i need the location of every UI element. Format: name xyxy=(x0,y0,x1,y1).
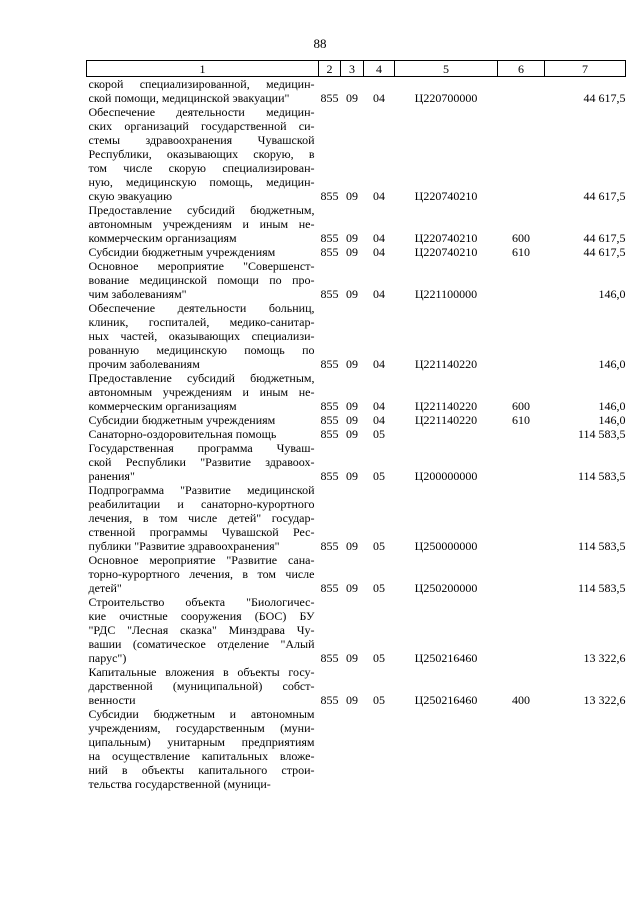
row-target-code: Ц250200000 xyxy=(414,581,478,595)
row-name-line: парус") xyxy=(88,651,127,665)
row-code: 855 xyxy=(320,539,339,553)
row-name-line: детей" xyxy=(88,581,122,595)
row-amount: 146,0 xyxy=(598,413,626,427)
row-section: 09 xyxy=(346,245,358,259)
table-header-row xyxy=(87,61,626,77)
row-name-line: реабилитации и санаторно-курортного xyxy=(88,497,315,511)
table-row xyxy=(87,427,626,441)
row-section: 09 xyxy=(346,539,358,553)
row-name-line: чим заболеваниям" xyxy=(88,287,187,301)
row-code: 855 xyxy=(320,245,339,259)
column-header-amount: 7 xyxy=(545,61,626,77)
row-section: 09 xyxy=(346,693,358,707)
table-row xyxy=(87,77,626,106)
row-name-line: ской Республики "Развитие здравоох- xyxy=(88,455,315,469)
row-amount: 44 617,5 xyxy=(583,231,626,245)
row-subsection xyxy=(364,707,395,791)
row-name-line: Республики, оказывающих скорую, в xyxy=(88,147,315,161)
row-name-line: Обеспечение деятельности больниц, xyxy=(88,301,315,315)
row-name-line: на осуществление капитальных вложе- xyxy=(88,749,315,763)
row-amount: 44 617,5 xyxy=(583,245,626,259)
row-name-line: скорой специализированной, медицин- xyxy=(88,77,315,91)
column-header-kind: 6 xyxy=(498,61,545,77)
row-subsection: 05 xyxy=(373,427,385,441)
row-name-line: Государственная программа Чуваш- xyxy=(88,441,315,455)
table-row xyxy=(87,595,626,665)
row-subsection: 05 xyxy=(373,539,385,553)
column-header-subsection: 4 xyxy=(364,61,395,77)
table-row xyxy=(87,413,626,427)
row-name-line: Предоставление субсидий бюджетным, xyxy=(88,203,315,217)
row-subsection: 05 xyxy=(373,469,385,483)
row-name-line: Капитальные вложения в объекты госу- xyxy=(88,665,315,679)
row-expense-kind xyxy=(498,441,545,483)
row-expense-kind: 600 xyxy=(512,231,530,245)
row-target-code: Ц221140220 xyxy=(414,399,478,413)
row-name xyxy=(87,483,319,553)
row-amount: 146,0 xyxy=(598,357,626,371)
row-name-line: Подпрограмма "Развитие медицинской xyxy=(88,483,315,497)
row-code: 855 xyxy=(320,91,339,105)
row-section: 09 xyxy=(346,231,358,245)
row-name xyxy=(87,259,319,301)
row-section: 09 xyxy=(346,91,358,105)
row-amount xyxy=(545,707,626,791)
row-name-line: Обеспечение деятельности медицин- xyxy=(88,105,315,119)
row-expense-kind: 610 xyxy=(512,413,530,427)
row-section: 09 xyxy=(346,357,358,371)
row-target-code xyxy=(395,707,498,791)
row-name-line: автономным учреждениям и иным не- xyxy=(88,385,315,399)
column-header-code: 2 xyxy=(319,61,341,77)
row-expense-kind xyxy=(498,259,545,301)
row-target-code: Ц220740210 xyxy=(414,189,478,203)
table-body xyxy=(87,77,626,792)
row-expense-kind: 400 xyxy=(512,693,530,707)
row-name xyxy=(87,553,319,595)
table-row xyxy=(87,483,626,553)
row-expense-kind xyxy=(498,595,545,665)
row-name-line: том числе скорую специализирован- xyxy=(88,161,315,175)
row-name-line: скую эвакуацию xyxy=(88,189,173,203)
table-row xyxy=(87,301,626,371)
row-expense-kind xyxy=(498,707,545,791)
table-row xyxy=(87,707,626,791)
row-name-line: ранения" xyxy=(88,469,135,483)
table-row xyxy=(87,105,626,203)
budget-table xyxy=(86,60,626,791)
row-name-line: тельства государственной (муници- xyxy=(88,777,271,791)
row-section: 09 xyxy=(346,427,358,441)
row-code xyxy=(319,707,341,791)
row-name-line: кие очистные сооружения (БОС) БУ xyxy=(88,609,315,623)
row-name-line: дарственной (муниципальной) собст- xyxy=(88,679,315,693)
row-target-code: Ц250000000 xyxy=(414,539,478,553)
row-subsection: 05 xyxy=(373,651,385,665)
row-name-line: Строительство объекта "Биологичес- xyxy=(88,595,315,609)
row-section: 09 xyxy=(346,651,358,665)
row-code: 855 xyxy=(320,469,339,483)
row-amount: 114 583,5 xyxy=(577,539,626,553)
row-name-line: публики "Развитие здравоохранения" xyxy=(88,539,280,553)
row-section: 09 xyxy=(346,581,358,595)
row-code: 855 xyxy=(320,231,339,245)
row-target-code: Ц250216460 xyxy=(414,693,478,707)
row-name-line: рованную медицинскую помощь по xyxy=(88,343,315,357)
row-subsection: 04 xyxy=(373,91,385,105)
column-header-name: 1 xyxy=(87,61,319,77)
row-amount: 146,0 xyxy=(598,287,626,301)
row-name xyxy=(87,245,319,259)
row-name-line: вование медицинской помощи по про- xyxy=(88,273,315,287)
row-code: 855 xyxy=(320,357,339,371)
row-name xyxy=(87,203,319,245)
row-name-line: Субсидии бюджетным учреждениям xyxy=(88,245,276,259)
row-name-line: ципальным) унитарным предприятиям xyxy=(88,735,315,749)
row-name-line: коммерческим организациям xyxy=(88,231,237,245)
row-name-line: ную, медицинскую помощь, медицин- xyxy=(88,175,315,189)
row-expense-kind xyxy=(498,77,545,106)
row-section xyxy=(341,707,364,791)
row-name-line: Основное мероприятие "Развитие сана- xyxy=(88,553,315,567)
column-header-section: 3 xyxy=(341,61,364,77)
row-name xyxy=(87,441,319,483)
row-amount: 114 583,5 xyxy=(577,427,626,441)
row-name xyxy=(87,371,319,413)
row-name-line: стемы здравоохранения Чувашской xyxy=(88,133,315,147)
table-row xyxy=(87,665,626,707)
table-row xyxy=(87,371,626,413)
row-expense-kind: 600 xyxy=(512,399,530,413)
table-row xyxy=(87,259,626,301)
row-amount: 44 617,5 xyxy=(583,189,626,203)
table-row xyxy=(87,245,626,259)
row-name-line: Санаторно-оздоровительная помощь xyxy=(88,427,277,441)
row-target-code: Ц250216460 xyxy=(414,651,478,665)
row-name xyxy=(87,707,319,791)
row-name xyxy=(87,105,319,203)
row-code: 855 xyxy=(320,651,339,665)
row-subsection: 04 xyxy=(373,413,385,427)
row-subsection: 05 xyxy=(373,693,385,707)
table-row xyxy=(87,553,626,595)
row-name-line: ских организаций государственной си- xyxy=(88,119,315,133)
row-name-line: вашии (соматическое отделение "Алый xyxy=(88,637,315,651)
row-subsection: 04 xyxy=(373,399,385,413)
page-number: 88 xyxy=(313,36,327,51)
row-code: 855 xyxy=(320,413,339,427)
row-name-line: Предоставление субсидий бюджетным, xyxy=(88,371,315,385)
row-name-line: Субсидии бюджетным и автономным xyxy=(88,707,315,721)
row-name-line: ской помощи, медицинской эвакуации" xyxy=(88,91,290,105)
row-name-line: Субсидии бюджетным учреждениям xyxy=(88,413,276,427)
row-name xyxy=(87,413,319,427)
row-name-line: учреждениям, государственным (муни- xyxy=(88,721,315,735)
row-target-code: Ц221140220 xyxy=(414,413,478,427)
row-amount: 13 322,6 xyxy=(583,651,626,665)
row-target-code xyxy=(395,427,498,441)
row-name xyxy=(87,77,319,106)
row-target-code: Ц220700000 xyxy=(414,91,478,105)
row-code: 855 xyxy=(320,427,339,441)
row-expense-kind xyxy=(498,105,545,203)
row-section: 09 xyxy=(346,413,358,427)
row-code: 855 xyxy=(320,189,339,203)
row-name xyxy=(87,301,319,371)
row-target-code: Ц220740210 xyxy=(414,231,478,245)
row-name xyxy=(87,595,319,665)
row-name-line: ственной программы Чувашской Рес- xyxy=(88,525,315,539)
row-name xyxy=(87,427,319,441)
row-name-line: коммерческим организациям xyxy=(88,399,237,413)
row-name-line: венности xyxy=(88,693,136,707)
row-amount: 146,0 xyxy=(598,399,626,413)
row-name-line: автономным учреждениям и иным не- xyxy=(88,217,315,231)
row-subsection: 04 xyxy=(373,287,385,301)
row-section: 09 xyxy=(346,189,358,203)
row-expense-kind xyxy=(498,301,545,371)
row-code: 855 xyxy=(320,581,339,595)
row-target-code: Ц200000000 xyxy=(414,469,478,483)
row-expense-kind xyxy=(498,427,545,441)
row-name-line: торно-курортного лечения, в том числе xyxy=(88,567,315,581)
row-section: 09 xyxy=(346,399,358,413)
row-amount: 13 322,6 xyxy=(583,693,626,707)
table-row xyxy=(87,203,626,245)
row-code: 855 xyxy=(320,287,339,301)
row-target-code: Ц221140220 xyxy=(414,357,478,371)
row-name-line: ний в объекты капитального строи- xyxy=(88,763,315,777)
row-expense-kind xyxy=(498,483,545,553)
row-amount: 114 583,5 xyxy=(577,469,626,483)
row-amount: 114 583,5 xyxy=(577,581,626,595)
row-name-line: Основное мероприятие "Совершенст- xyxy=(88,259,315,273)
row-code: 855 xyxy=(320,693,339,707)
row-target-code: Ц220740210 xyxy=(414,245,478,259)
row-expense-kind: 610 xyxy=(512,245,530,259)
row-subsection: 04 xyxy=(373,189,385,203)
row-amount: 44 617,5 xyxy=(583,91,626,105)
row-name-line: прочим заболеваниям xyxy=(88,357,200,371)
row-subsection: 04 xyxy=(373,245,385,259)
column-header-target: 5 xyxy=(395,61,498,77)
row-name-line: ных частей, оказывающих специализи- xyxy=(88,329,315,343)
row-name-line: "РДС "Лесная сказка" Минздрава Чу- xyxy=(88,623,315,637)
row-expense-kind xyxy=(498,553,545,595)
table-row xyxy=(87,441,626,483)
row-name-line: лечения, в том числе детей" государ- xyxy=(88,511,315,525)
row-name xyxy=(87,665,319,707)
row-section: 09 xyxy=(346,287,358,301)
row-subsection: 05 xyxy=(373,581,385,595)
row-subsection: 04 xyxy=(373,231,385,245)
row-target-code: Ц221100000 xyxy=(414,287,478,301)
row-section: 09 xyxy=(346,469,358,483)
row-subsection: 04 xyxy=(373,357,385,371)
row-code: 855 xyxy=(320,399,339,413)
row-name-line: клиник, госпиталей, медико-санитар- xyxy=(88,315,315,329)
